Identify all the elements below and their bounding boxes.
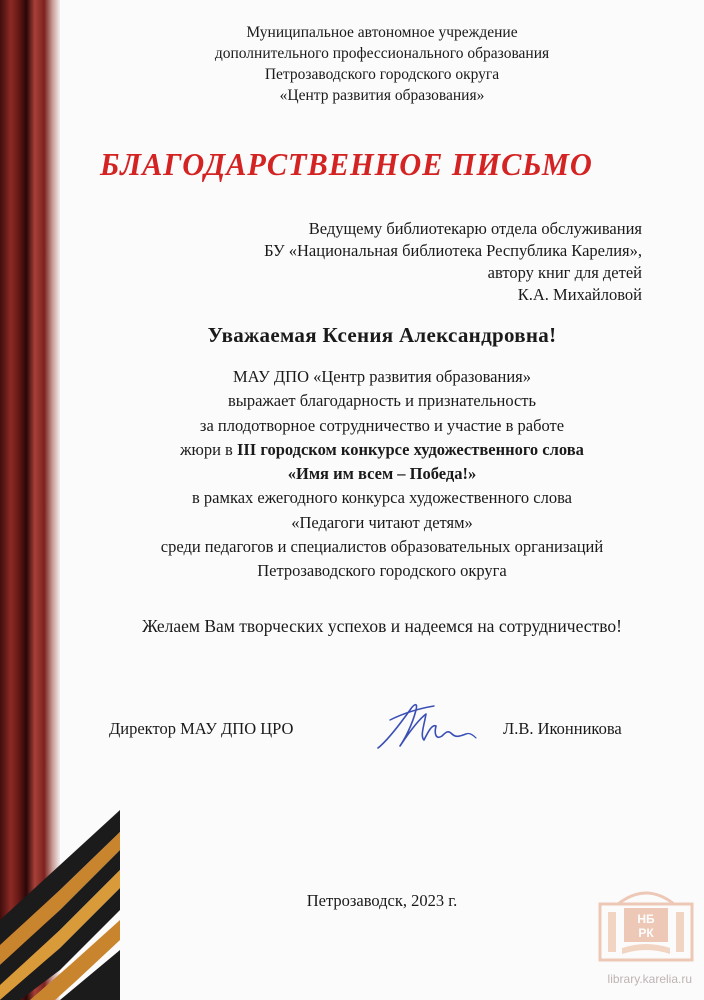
body-line-1: МАУ ДПО «Центр развития образования» [232,367,531,386]
recipient-line-2: БУ «Национальная библиотека Республика Карелия», [264,241,642,260]
body-line-2: выражает благодарность и признательность [227,391,537,411]
watermark-url: library.karelia.ru [607,972,692,986]
director-title: Директор МАУ ДПО ЦРО [109,719,294,738]
body-line-8: среди педагогов и специалистов образовательных организаций [160,537,604,557]
org-line-1: Муниципальное автономное учреждение [246,24,518,41]
contest-name: III городском конкурсе художественного слова [236,439,584,459]
letter-body [60,365,704,584]
body-line-4-start: жюри в [180,439,237,459]
recipient-line-4: К.А. Михайловой [517,285,642,304]
body-line-9: Петрозаводского городского округа [257,561,507,581]
org-line-4: «Центр развития образования» [279,87,485,104]
svg-text:РК: РК [638,926,654,940]
place-and-date: Петрозаводск, 2023 г. [306,891,458,910]
library-logo-watermark [596,882,696,966]
body-line-7: «Педагоги читают детям» [291,512,473,532]
st-george-ribbon-decoration [0,770,120,1000]
recipient-line-3: автору книг для детей [487,263,642,282]
org-line-3: Петрозаводского городского округа [264,66,500,83]
director-name: Л.В. Иконникова [503,719,622,738]
org-line-2: дополнительного профессионального образования [214,45,550,62]
organization-header [60,22,704,106]
recipient-line-1: Ведущему библиотекарю отдела обслуживания [308,219,642,238]
recipient-block [264,218,642,306]
body-line-3: за плодотворное сотрудничество и участие в работе [199,415,565,435]
handwritten-signature [370,690,480,765]
salutation: Уважаемая Ксения Александровна! [207,323,557,347]
body-line-6: в рамках ежегодного конкурса художественного слова [192,488,572,508]
contest-title: «Имя им всем – Победа!» [287,464,477,484]
closing-wish: Желаем Вам творческих успехов и надеемся на сотрудничество! [142,616,622,636]
body-line-4 [60,438,704,462]
svg-text:НБ: НБ [637,912,655,926]
document-title: БЛАГОДАРСТВЕННОЕ ПИСЬМО [100,146,593,182]
